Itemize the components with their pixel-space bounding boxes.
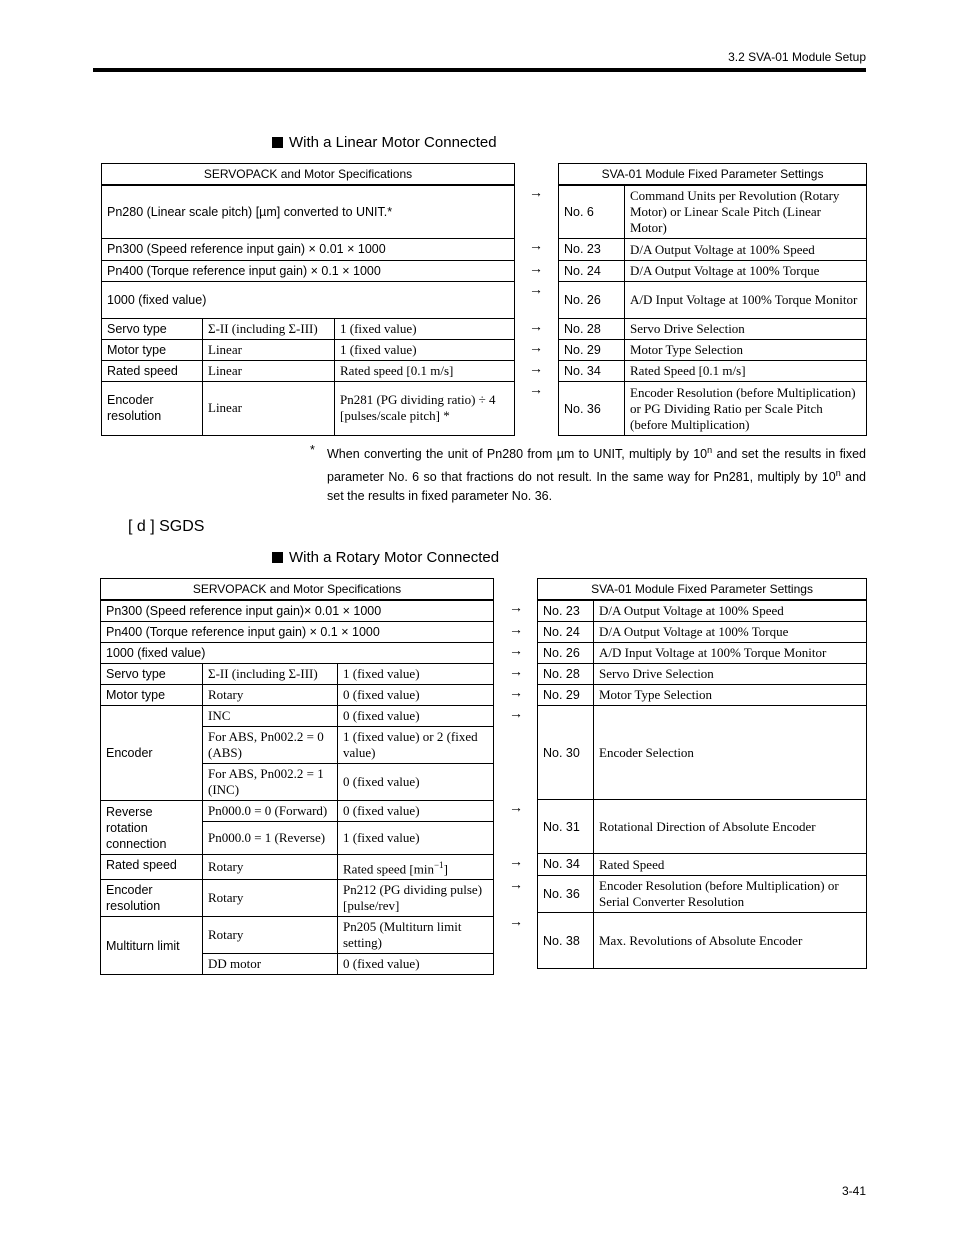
arrow-icon: → (529, 184, 543, 200)
footnote-part: and set the results in fixed parameter No. 36. (327, 470, 866, 504)
linear-encoder-type: Linear (203, 381, 335, 435)
arrow-icon: → (509, 663, 523, 679)
rotary-inc-value: 0 (fixed value) (338, 706, 494, 727)
linear-param-table (558, 163, 867, 436)
rotary-right-header: SVA-01 Module Fixed Parameter Settings (538, 579, 867, 601)
linear-servo-type: Σ-II (including Σ-III) (203, 318, 335, 339)
square-bullet-icon (272, 552, 283, 563)
rotary-param-desc: Encoder Selection (594, 706, 867, 800)
rotary-multiturn-type: Rotary (203, 917, 338, 954)
linear-left-header: SERVOPACK and Motor Specifications (102, 164, 515, 186)
linear-pn400: Pn400 (Torque reference input gain) × 0.1 × 1000 (102, 260, 515, 281)
linear-param-desc: Motor Type Selection (625, 340, 867, 361)
rotary-param-desc: Motor Type Selection (594, 685, 867, 706)
footnote-text (327, 441, 866, 506)
arrow-icon: → (509, 684, 523, 700)
linear-servo-value: 1 (fixed value) (335, 318, 515, 339)
linear-fixed-1000: 1000 (fixed value) (102, 281, 515, 318)
arrow-icon: → (509, 642, 523, 658)
linear-param-no: No. 23 (559, 239, 625, 261)
arrow-icon: → (509, 799, 523, 815)
arrow-icon: → (509, 621, 523, 637)
arrow-icon: → (529, 237, 543, 253)
rotary-abs0-value: 1 (fixed value) or 2 (fixed value) (338, 727, 494, 764)
rotary-speed-label: Rated speed (101, 855, 203, 880)
footnote-marker: * (310, 443, 315, 457)
linear-motor-value: 1 (fixed value) (335, 339, 515, 360)
rotary-reverse-type: Pn000.0 = 1 (Reverse) (203, 822, 338, 855)
rotary-encoder-res-label: Encoder resolution (101, 880, 203, 917)
linear-param-no: No. 34 (559, 361, 625, 382)
rotary-param-no: No. 31 (538, 800, 594, 854)
rotary-param-table (537, 578, 867, 969)
linear-speed-type: Linear (203, 360, 335, 381)
rotary-param-no: No. 30 (538, 706, 594, 800)
rotary-dd-type: DD motor (203, 954, 338, 975)
rotary-heading (272, 549, 499, 566)
linear-encoder-label: Encoder resolution (102, 381, 203, 435)
linear-spec-table (101, 163, 515, 436)
arrow-icon: → (509, 599, 523, 615)
rotary-param-desc: D/A Output Voltage at 100% Speed (594, 600, 867, 622)
linear-param-no: No. 36 (559, 382, 625, 436)
linear-motor-label: Motor type (102, 339, 203, 360)
linear-param-no: No. 26 (559, 282, 625, 319)
running-header: 3.2 SVA-01 Module Setup (728, 50, 866, 64)
rotary-abs0-type: For ABS, Pn002.2 = 0 (ABS) (203, 727, 338, 764)
rotary-param-no: No. 29 (538, 685, 594, 706)
linear-right-header: SVA-01 Module Fixed Parameter Settings (559, 164, 867, 186)
rotary-pn300: Pn300 (Speed reference input gain)× 0.01 × 1000 (101, 600, 494, 622)
rotary-motor-value: 0 (fixed value) (338, 685, 494, 706)
linear-param-no: No. 28 (559, 319, 625, 340)
rotary-param-desc: D/A Output Voltage at 100% Torque (594, 622, 867, 643)
linear-param-desc: A/D Input Voltage at 100% Torque Monitor (625, 282, 867, 319)
linear-pn280: Pn280 (Linear scale pitch) [µm] converted to UNIT.* (102, 185, 515, 238)
linear-param-no: No. 29 (559, 340, 625, 361)
arrow-icon: → (529, 281, 543, 297)
rotary-fixed-1000: 1000 (fixed value) (101, 643, 494, 664)
rotary-param-no: No. 24 (538, 622, 594, 643)
rotary-pn400: Pn400 (Torque reference input gain) × 0.1 × 1000 (101, 622, 494, 643)
rotary-servo-type: Σ-II (including Σ-III) (203, 664, 338, 685)
rotary-param-desc: Max. Revolutions of Absolute Encoder (594, 913, 867, 969)
rotary-param-no: No. 38 (538, 913, 594, 969)
arrow-icon: → (529, 260, 543, 276)
rotary-param-no: No. 26 (538, 643, 594, 664)
linear-speed-value: Rated speed [0.1 m/s] (335, 360, 515, 381)
linear-param-desc: D/A Output Voltage at 100% Speed (625, 239, 867, 261)
rotary-encoder-label: Encoder (101, 706, 203, 801)
rotary-motor-label: Motor type (101, 685, 203, 706)
rotary-param-desc: Servo Drive Selection (594, 664, 867, 685)
footnote (310, 441, 866, 506)
linear-param-desc: D/A Output Voltage at 100% Torque (625, 261, 867, 282)
header-rule (93, 68, 866, 72)
rotary-param-desc: Rated Speed (594, 854, 867, 876)
rotary-forward-value: 0 (fixed value) (338, 801, 494, 822)
rotary-servo-value: 1 (fixed value) (338, 664, 494, 685)
rotary-speed-bracket: ] (443, 861, 448, 877)
rotary-left-header: SERVOPACK and Motor Specifications (101, 579, 494, 601)
rotary-forward-type: Pn000.0 = 0 (Forward) (203, 801, 338, 822)
arrow-icon: → (509, 876, 523, 892)
rotary-param-desc: Rotational Direction of Absolute Encoder (594, 800, 867, 854)
rotary-param-desc: Encoder Resolution (before Multiplication) or Serial Converter Resolution (594, 876, 867, 913)
arrow-icon: → (529, 381, 543, 397)
rotary-multiturn-value: Pn205 (Multiturn limit setting) (338, 917, 494, 954)
footnote-superscript: n (835, 468, 841, 479)
linear-encoder-value: Pn281 (PG dividing ratio) ÷ 4 [pulses/scale pitch] * (335, 381, 515, 435)
rotary-param-desc: A/D Input Voltage at 100% Torque Monitor (594, 643, 867, 664)
linear-param-no: No. 6 (559, 185, 625, 239)
footnote-superscript: n (707, 445, 713, 455)
rotary-param-no: No. 34 (538, 854, 594, 876)
linear-speed-label: Rated speed (102, 360, 203, 381)
rotary-motor-type: Rotary (203, 685, 338, 706)
linear-param-desc: Rated Speed [0.1 m/s] (625, 361, 867, 382)
linear-pn300: Pn300 (Speed reference input gain) × 0.01 × 1000 (102, 238, 515, 260)
rotary-reverse-label: Reverse rotation connection (101, 801, 203, 855)
rotary-param-no: No. 23 (538, 600, 594, 622)
page-number: 3-41 (841, 1184, 866, 1198)
footnote-part: and set the results in fixed parameter No. 6 so that fractions do not result. In the same way for Pn281, multiply by 10 (327, 447, 866, 485)
linear-motor-type: Linear (203, 339, 335, 360)
arrow-icon: → (529, 318, 543, 334)
linear-param-desc: Encoder Resolution (before Multiplication) or PG Dividing Ratio per Scale Pitch (before Multiplication) (625, 382, 867, 436)
rotary-param-no: No. 36 (538, 876, 594, 913)
subsection-title: [ d ] SGDS (128, 518, 205, 535)
rotary-abs1-type: For ABS, Pn002.2 = 1 (INC) (203, 764, 338, 801)
rotary-inc-type: INC (203, 706, 338, 727)
arrow-icon: → (529, 360, 543, 376)
arrow-icon: → (529, 339, 543, 355)
rotary-speed-value (338, 855, 494, 880)
rotary-abs1-value: 0 (fixed value) (338, 764, 494, 801)
rotary-speed-value-text: Rated speed [min (343, 861, 434, 877)
linear-heading-text: With a Linear Motor Connected (289, 134, 497, 151)
arrow-icon: → (509, 853, 523, 869)
arrow-icon: → (509, 705, 523, 721)
arrow-icon: → (509, 913, 523, 929)
rotary-dd-value: 0 (fixed value) (338, 954, 494, 975)
rotary-speed-type: Rotary (203, 855, 338, 880)
rotary-param-no: No. 28 (538, 664, 594, 685)
rotary-speed-superscript: −1 (433, 860, 444, 870)
square-bullet-icon (272, 137, 283, 148)
rotary-heading-text: With a Rotary Motor Connected (289, 549, 500, 566)
linear-heading (272, 134, 497, 151)
linear-param-desc: Servo Drive Selection (625, 319, 867, 340)
rotary-spec-table (100, 578, 494, 975)
rotary-encoder-res-type: Rotary (203, 880, 338, 917)
rotary-reverse-value: 1 (fixed value) (338, 822, 494, 855)
rotary-servo-label: Servo type (101, 664, 203, 685)
rotary-encoder-res-value: Pn212 (PG dividing pulse) [pulse/rev] (338, 880, 494, 917)
footnote-part: When converting the unit of Pn280 from µm to UNIT, multiply by 10 (327, 447, 708, 462)
linear-servo-label: Servo type (102, 318, 203, 339)
linear-param-desc: Command Units per Revolution (Rotary Motor) or Linear Scale Pitch (Linear Motor) (625, 185, 867, 239)
rotary-multiturn-label: Multiturn limit (101, 917, 203, 975)
linear-param-no: No. 24 (559, 261, 625, 282)
